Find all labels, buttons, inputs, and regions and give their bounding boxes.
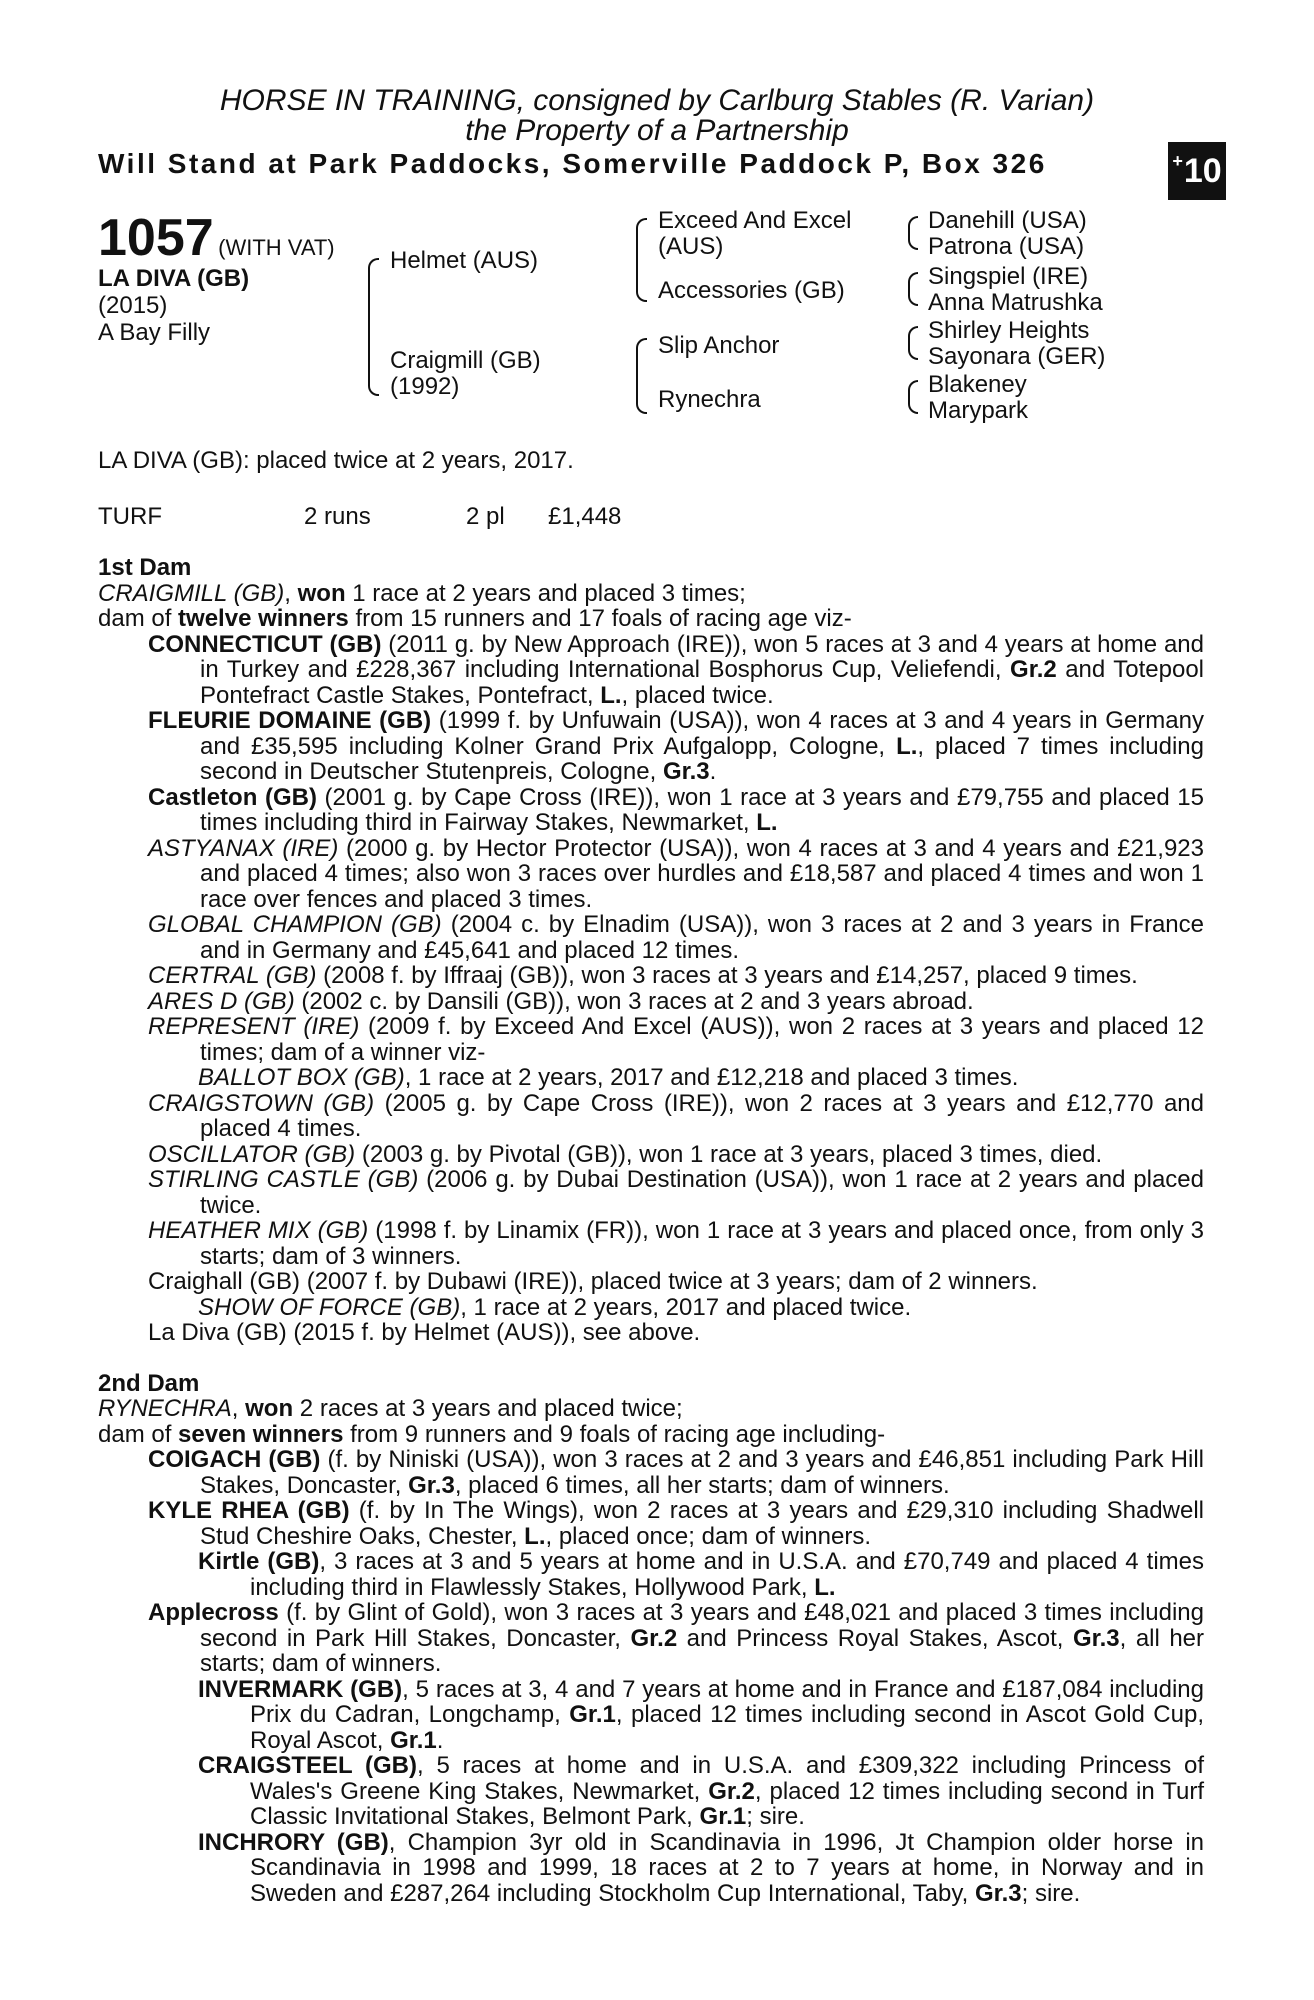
vat-label: (WITH VAT) [218,235,335,260]
stand-location: Will Stand at Park Paddocks, Somerville Paddock P, Box 326 [98,148,1047,179]
produce-sub-entry: INVERMARK (GB), 5 races at 3, 4 and 7 years at home and in France and £187,084 including Prix du Cadran, Longchamp, Gr.1, placed 12 times including second in Ascot Gold Cup, Royal Ascot, Gr.1. [198,1675,1204,1754]
horse-name: LA DIVA (GB) [98,265,250,292]
badge-plus: + [1172,150,1183,171]
horse-description: A Bay Filly [98,319,211,346]
pedigree-dam-year: (1992) [390,373,460,400]
produce-entry: Castleton (GB) (2001 g. by Cape Cross (IRE)), won 1 race at 3 years and £79,755 and placed 15 times including third in Fairway Stakes, Newmarket, L. [148,783,1205,836]
produce-sub-entry: BALLOT BOX (GB), 1 race at 2 years, 2017 and £12,218 and placed 3 times. [198,1064,1019,1091]
second-dam-intro: RYNECHRA, won 2 races at 3 years and placed twice; [98,1395,683,1422]
pedigree-g3-sire: Shirley Heights [928,317,1090,344]
first-dam-heading: 1st Dam [98,554,192,581]
first-dam-produce-summary: dam of twelve winners from 15 runners and 17 foals of racing age viz- [98,605,852,632]
produce-entry: Applecross (f. by Glint of Gold), won 3 races at 3 years and £48,021 and placed 3 times including second in Park Hill Stakes, Doncaster, Gr.2 and Princess Royal Stakes, Ascot, Gr.3, all her starts; dam of winners. [148,1599,1205,1677]
pedigree-g3-dam: Sayonara (GER) [928,343,1106,370]
pedigree-dam-dam: Rynechra [658,386,761,413]
first-dam-intro: CRAIGMILL (GB), won 1 race at 2 years and placed 3 times; [98,579,746,607]
pedigree-g4-sire: Blakeney [928,371,1027,398]
turf-placed: 2 pl [466,503,505,530]
produce-entry: HEATHER MIX (GB) (1998 f. by Linamix (FR)), won 1 race at 3 years and placed once, from only 3 starts; dam of 3 winners. [148,1217,1205,1270]
pedigree-brace-g1 [908,216,918,250]
produce-entry: REPRESENT (IRE) (2009 f. by Exceed And Excel (AUS)), won 2 races at 3 years and placed 12 times; dam of a winner viz- [148,1013,1205,1066]
pedigree-g2-sire: Singspiel (IRE) [928,263,1089,290]
produce-entry: STIRLING CASTLE (GB) (2006 g. by Dubai Destination (USA)), won 1 race at 2 years and placed twice. [148,1166,1205,1219]
turf-label: TURF [98,503,162,530]
lot-number-row [98,209,335,267]
section-gap [98,1346,1204,1371]
horse-year: (2015) [98,292,168,319]
pedigree-sire-sire-country: (AUS) [658,233,724,260]
produce-entry: Craighall (GB) (2007 f. by Dubawi (IRE)), placed twice at 3 years; dam of 2 winners. [148,1268,1038,1295]
second-dam-produce-summary: dam of seven winners from 9 runners and 9 foals of racing age including- [98,1420,886,1448]
pedigree-brace-g3 [908,326,918,360]
produce-entry: GLOBAL CHAMPION (GB) (2004 c. by Elnadim (USA)), won 3 races at 2 and 3 years in France and in Germany and £45,641 and placed 12 times. [148,911,1205,964]
produce-sub-entry: INCHRORY (GB), Champion 3yr old in Scandinavia in 1996, Jt Champion older horse in Scandinavia in 1998 and 1999, 18 races at 2 to 7 years at home, in Norway and in Sweden and £287,264 including Stockholm Cup International, Taby, Gr.3; sire. [198,1828,1204,1907]
produce-entry: KYLE RHEA (GB) (f. by In The Wings), won 2 races at 3 years and £29,310 including Shadwell Stud Cheshire Oaks, Chester, L., placed once; dam of winners. [148,1497,1204,1550]
pedigree-brace-g2 [908,272,918,306]
pedigree-g1-dam: Patrona (USA) [928,233,1085,260]
produce-entry: ASTYANAX (IRE) (2000 g. by Hector Protector (USA)), won 4 races at 3 and 4 years and £21,923 and placed 4 times; also won 3 races over hurdles and £18,587 and placed 4 times and won 1 race over fences and placed 3 times. [148,834,1204,913]
lot-number: 1057 [98,209,214,267]
race-summary: LA DIVA (GB): placed twice at 2 years, 2017. [98,447,574,474]
produce-entry: CONNECTICUT (GB) (2011 g. by New Approach (IRE)), won 5 races at 3 and 4 years at home and in Turkey and £228,367 including International Bosphorus Cup, Veliefendi, Gr.2 and Totepool Pontefract Castle Stakes, Pontefract, L., placed twice. [148,630,1205,709]
pedigree-g4-dam: Marypark [928,397,1029,424]
pedigree-brace-g4 [908,380,918,414]
badge-text: 10 [1183,151,1222,190]
produce-entry: La Diva (GB) (2015 f. by Helmet (AUS)), see above. [148,1319,701,1346]
pedigree-sire-dam: Accessories (GB) [658,277,845,304]
produce-entry: COIGACH (GB) (f. by Niniski (USA)), won 3 races at 2 and 3 years and £46,851 including Park Hill Stakes, Doncaster, Gr.3, placed 6 times, all her starts; dam of winners. [148,1446,1204,1499]
pedigree-dam-sire: Slip Anchor [658,332,780,359]
produce-sub-entry: SHOW OF FORCE (GB), 1 race at 2 years, 2017 and placed twice. [198,1293,912,1321]
produce-entry: CERTRAL (GB) (2008 f. by Iffraaj (GB)), won 3 races at 3 years and £14,257, placed 9 times. [148,962,1138,989]
produce-entry: CRAIGSTOWN (GB) (2005 g. by Cape Cross (IRE)), won 2 races at 3 years and £12,770 and placed 4 times. [148,1089,1204,1142]
pedigree-brace-dam [636,338,647,414]
property-line: the Property of a Partnership [465,114,849,147]
lot-badge [1168,142,1226,200]
pedigree-sire-sire: Exceed And Excel [658,207,852,234]
produce-entry: OSCILLATOR (GB) (2003 g. by Pivotal (GB)), won 1 race at 3 years, placed 3 times, died. [148,1140,1103,1168]
produce-sub-entry: CRAIGSTEEL (GB), 5 races at home and in U.S.A. and £309,322 including Princess of Wales's Greene King Stakes, Newmarket, Gr.2, placed 12 times including second in Turf Classic Invitational Stakes, Belmont Park, Gr.1; sire. [198,1752,1204,1830]
pedigree-g2-dam: Anna Matrushka [928,289,1103,316]
second-dam-heading: 2nd Dam [98,1369,200,1397]
produce-entry: ARES D (GB) (2002 c. by Dansili (GB)), won 3 races at 2 and 3 years abroad. [148,987,974,1015]
pedigree-dam: Craigmill (GB) [390,347,541,374]
produce-entry: FLEURIE DOMAINE (GB) (1999 f. by Unfuwain (USA)), won 4 races at 3 and 4 years in Germany and £35,595 including Kolner Grand Prix Aufgalopp, Cologne, L., placed 7 times including second in Deutscher Stutenpreis, Cologne, Gr.3. [148,707,1205,785]
pedigree-brace-main [368,258,379,396]
pedigree-sire: Helmet (AUS) [390,247,539,274]
produce-sub-entry: Kirtle (GB), 3 races at 3 and 5 years at home and in U.S.A. and £70,749 and placed 4 times including third in Flawlessly Stakes, Hollywood Park, L. [198,1548,1205,1601]
turf-runs: 2 runs [304,503,371,530]
pedigree-g1-sire: Danehill (USA) [928,207,1087,234]
turf-earnings: £1,448 [548,503,622,530]
pedigree-brace-sire [636,218,647,302]
produce-record [98,555,1204,1906]
consignor-line: HORSE IN TRAINING, consigned by Carlburg Stables (R. Varian) [219,84,1095,117]
